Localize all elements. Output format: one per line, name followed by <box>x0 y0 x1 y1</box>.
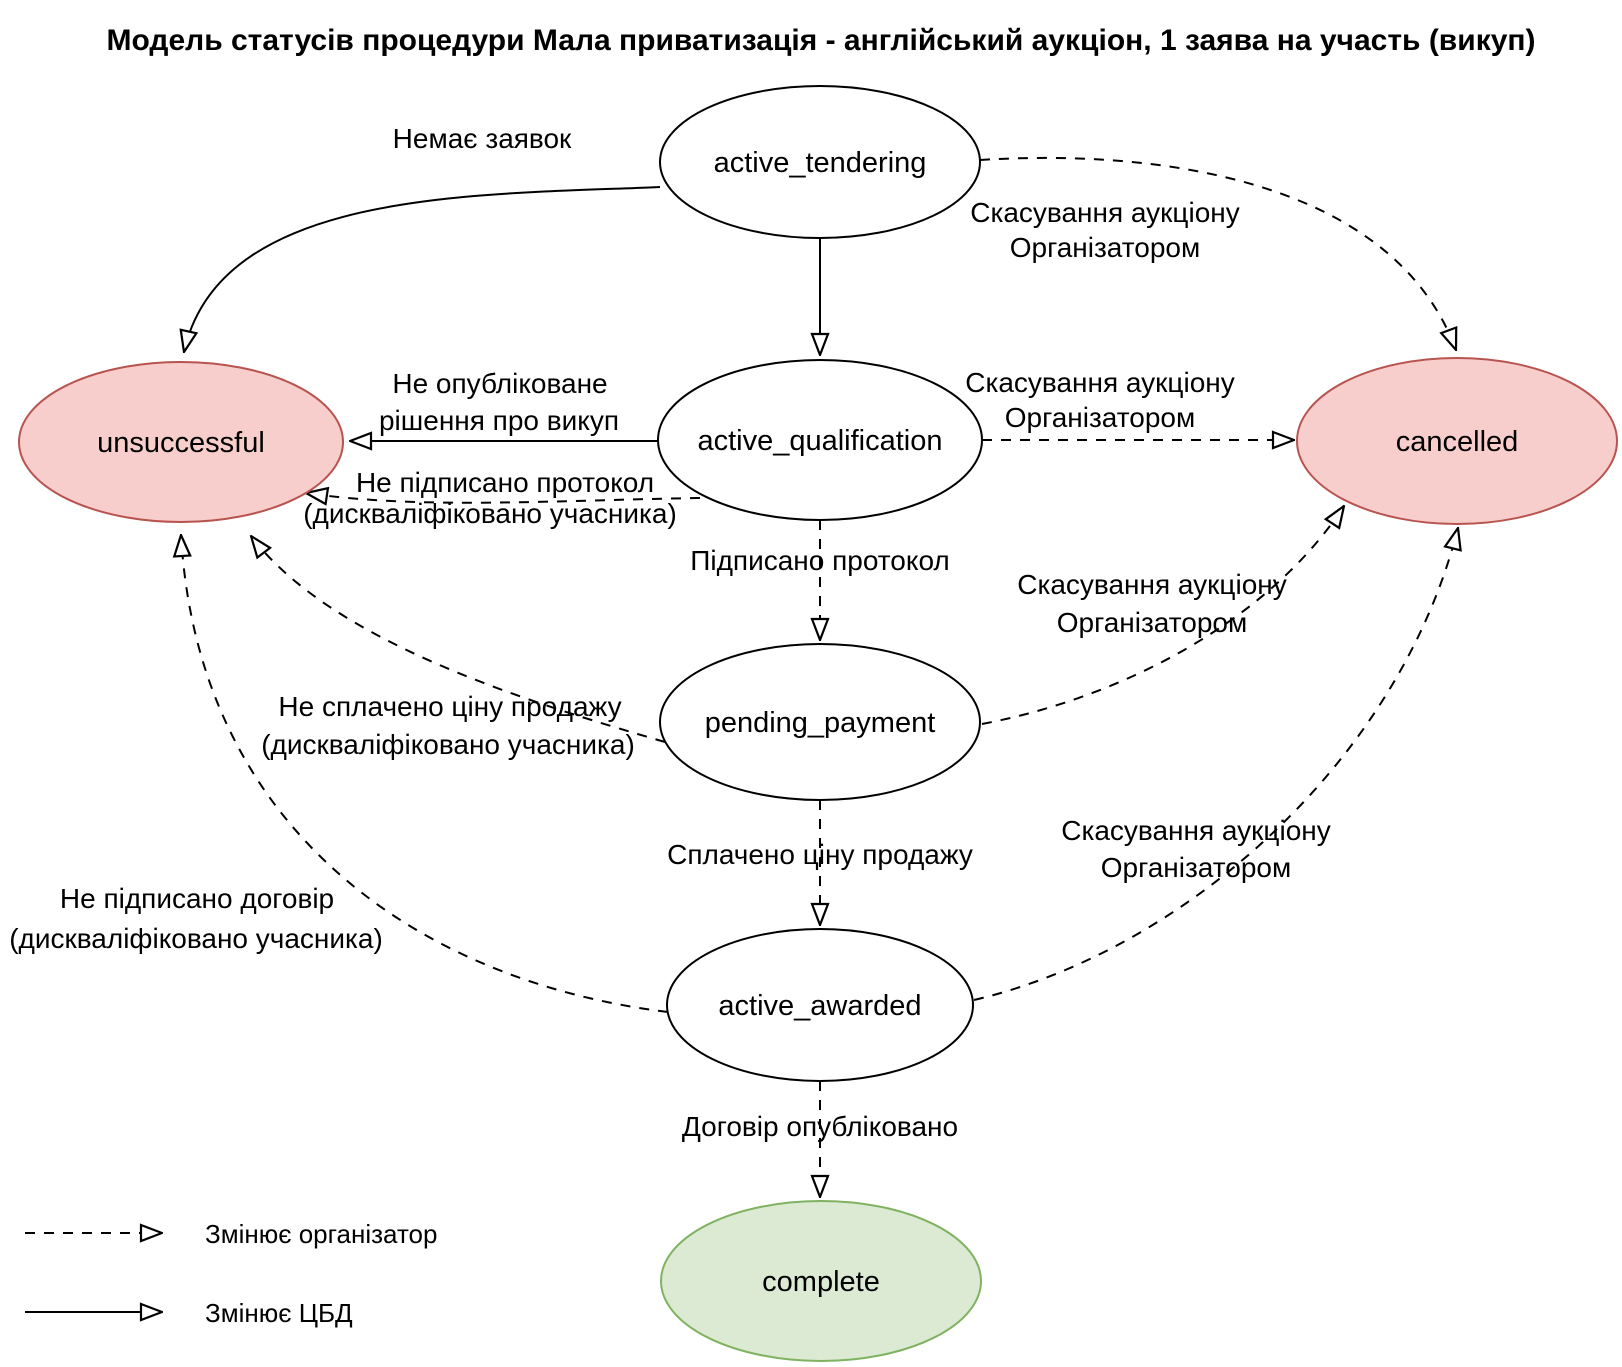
edge-label-protocol-not-signed-line2: (дискваліфіковано учасника) <box>303 498 677 529</box>
edge-label-cancel-by-organizer-3-line2: Організатором <box>1056 607 1248 638</box>
edge-label-cancel-by-organizer-1-line1: Скасування аукціону <box>970 197 1240 228</box>
edge-label-price-not-paid-line1: Не сплачено ціну продажу <box>278 691 622 722</box>
node-pending-payment <box>660 644 980 800</box>
node-active-qualification-label: active_qualification <box>697 425 943 457</box>
edge-label-contract-not-signed-line2: (дискваліфіковано учасника) <box>9 923 383 954</box>
edge-tendering-to-unsuccessful <box>184 187 660 352</box>
legend-solid-label: Змінює ЦБД <box>205 1298 353 1328</box>
node-complete-label: complete <box>762 1266 880 1298</box>
edge-label-no-buyout-decision-line2: рішення про викуп <box>378 405 620 436</box>
edge-label-protocol-not-signed-line1: Не підписано протокол <box>355 467 655 498</box>
node-active-qualification <box>658 360 982 520</box>
edge-label-contract-published: Договір опубліковано <box>681 1111 959 1142</box>
node-unsuccessful-label: unsuccessful <box>97 427 265 459</box>
node-cancelled <box>1297 358 1617 524</box>
edge-label-no-buyout-decision-line1: Не опубліковане <box>392 368 608 399</box>
node-pending-payment-label: pending_payment <box>704 707 936 739</box>
diagram-title: Модель статусів процедури Мала приватизація - англійський аукціон, 1 заява на участь (викуп) <box>106 24 1536 57</box>
edge-label-cancel-by-organizer-2-line1: Скасування аукціону <box>965 367 1235 398</box>
node-unsuccessful <box>19 362 343 522</box>
legend-item-cbd <box>25 1298 353 1328</box>
legend-dashed-label: Змінює організатор <box>205 1219 438 1249</box>
node-cancelled-label: cancelled <box>1395 426 1519 458</box>
node-active-tendering <box>660 86 980 238</box>
edge-label-cancel-by-organizer-2-line2: Організатором <box>1004 402 1196 433</box>
edge-label-cancel-by-organizer-3-line1: Скасування аукціону <box>1017 569 1287 600</box>
legend <box>25 1219 437 1328</box>
node-active-tendering-label: active_tendering <box>713 147 927 179</box>
legend-item-organizer <box>25 1219 437 1249</box>
edge-label-no-bids: Немає заявок <box>392 123 572 154</box>
edge-label-price-not-paid-line2: (дискваліфіковано учасника) <box>261 729 635 760</box>
edge-label-contract-not-signed-line1: Не підписано договір <box>59 883 335 914</box>
edge-label-cancel-by-organizer-4-line1: Скасування аукціону <box>1061 815 1331 846</box>
edge-label-price-paid: Сплачено ціну продажу <box>667 839 973 870</box>
node-active-awarded <box>667 929 973 1081</box>
node-complete <box>661 1201 981 1361</box>
edge-label-cancel-by-organizer-4-line2: Організатором <box>1100 852 1292 883</box>
edge-label-protocol-signed: Підписано протокол <box>690 545 950 576</box>
edge-label-cancel-by-organizer-1-line2: Організатором <box>1009 232 1201 263</box>
node-active-awarded-label: active_awarded <box>718 990 922 1022</box>
